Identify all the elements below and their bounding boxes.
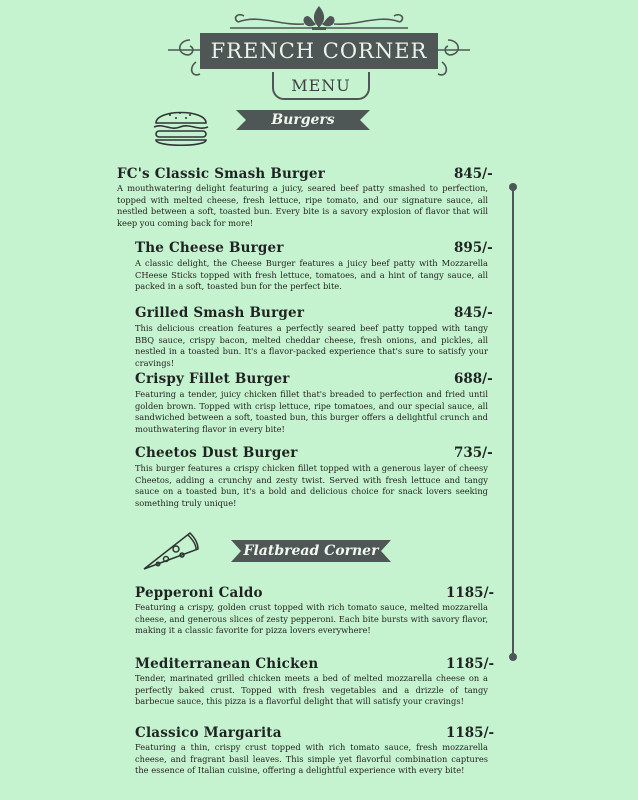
section-title: Burgers <box>271 112 335 128</box>
item-name: The Cheese Burger <box>135 240 284 256</box>
restaurant-name: FRENCH CORNER <box>200 33 438 69</box>
item-description: This delicious creation features a perfectly seared beef patty topped with tangy BBQ sauce, crispy bacon, melted cheddar cheese, fresh onions, and pickles, all nestled in a toasted bun. It's a flavor-packed experience that's sure to satisfy your cravings! <box>135 323 488 368</box>
menu-label: MENU <box>272 72 370 100</box>
item-name: Crispy Fillet Burger <box>135 371 290 387</box>
item-price: 735/- <box>454 445 493 461</box>
pizza-slice-icon <box>140 527 202 575</box>
item-price: 895/- <box>454 240 493 256</box>
item-price: 1185/- <box>446 725 495 741</box>
item-description: A mouthwatering delight featuring a juicy, seared beef patty smashed to perfection, topped with melted cheese, fresh lettuce, ripe tomato, and our signature sauce, all nestled between a soft, toasted bun. Every bite is a savory explosion of flavor that will keep you coming back for more! <box>117 183 488 228</box>
item-name: Grilled Smash Burger <box>135 305 305 321</box>
item-name: Cheetos Dust Burger <box>135 445 298 461</box>
item-description: Featuring a crispy, golden crust topped with rich tomato sauce, melted mozzarella cheese, and generous slices of zesty pepperoni. Each bite bursts with savory flavor, making it a classic favorite for pizza lovers everywhere! <box>135 602 488 636</box>
item-description: A classic delight, the Cheese Burger features a juicy beef patty with Mozzarella CHeese Sticks topped with fresh lettuce, tomatoes, and a hint of tangy sauce, all packed in a soft, toasted bun for the perfect bite. <box>135 258 488 292</box>
item-price: 845/- <box>454 305 493 321</box>
section-banner-flatbread <box>231 537 391 565</box>
fleur-de-lis-icon <box>304 6 335 30</box>
decorative-rail <box>508 182 518 662</box>
section-banner-burgers <box>236 107 370 133</box>
item-price: 845/- <box>454 166 493 182</box>
item-description: Featuring a thin, crispy crust topped with rich tomato sauce, fresh mozzarella cheese, and fragrant basil leaves. This simple yet flavorful combination captures the essence of Italian cuisine, offering a delightful experience with every bite! <box>135 742 488 776</box>
item-price: 1185/- <box>446 656 495 672</box>
item-price: 1185/- <box>446 585 495 601</box>
burger-icon <box>150 103 212 151</box>
item-price: 688/- <box>454 371 493 387</box>
item-description: Tender, marinated grilled chicken meets a bed of melted mozzarella cheese on a perfectly baked crust. Topped with fresh vegetables and a drizzle of tangy barbecue sauce, this pizza is a flavorful delight that will satisfy your cravings! <box>135 673 488 707</box>
item-description: Featuring a tender, juicy chicken fillet that's breaded to perfection and fried until golden brown. Topped with crisp lettuce, ripe tomatoes, and our special sauce, all sandwiched between a soft, toasted bun, this burger offers a delightful crunch and mouthwatering flavor in every bite! <box>135 389 488 434</box>
section-title: Flatbread Corner <box>243 543 379 559</box>
item-name: Mediterranean Chicken <box>135 656 319 672</box>
item-description: This burger features a crispy chicken fillet topped with a generous layer of cheesy Cheetos, adding a crunchy and zesty twist. Served with fresh lettuce and tangy sauce on a toasted bun, it's a bold and delicious choice for snack lovers seeking something truly unique! <box>135 463 488 508</box>
item-name: Classico Margarita <box>135 725 282 741</box>
item-name: FC's Classic Smash Burger <box>117 166 326 182</box>
item-name: Pepperoni Caldo <box>135 585 263 601</box>
